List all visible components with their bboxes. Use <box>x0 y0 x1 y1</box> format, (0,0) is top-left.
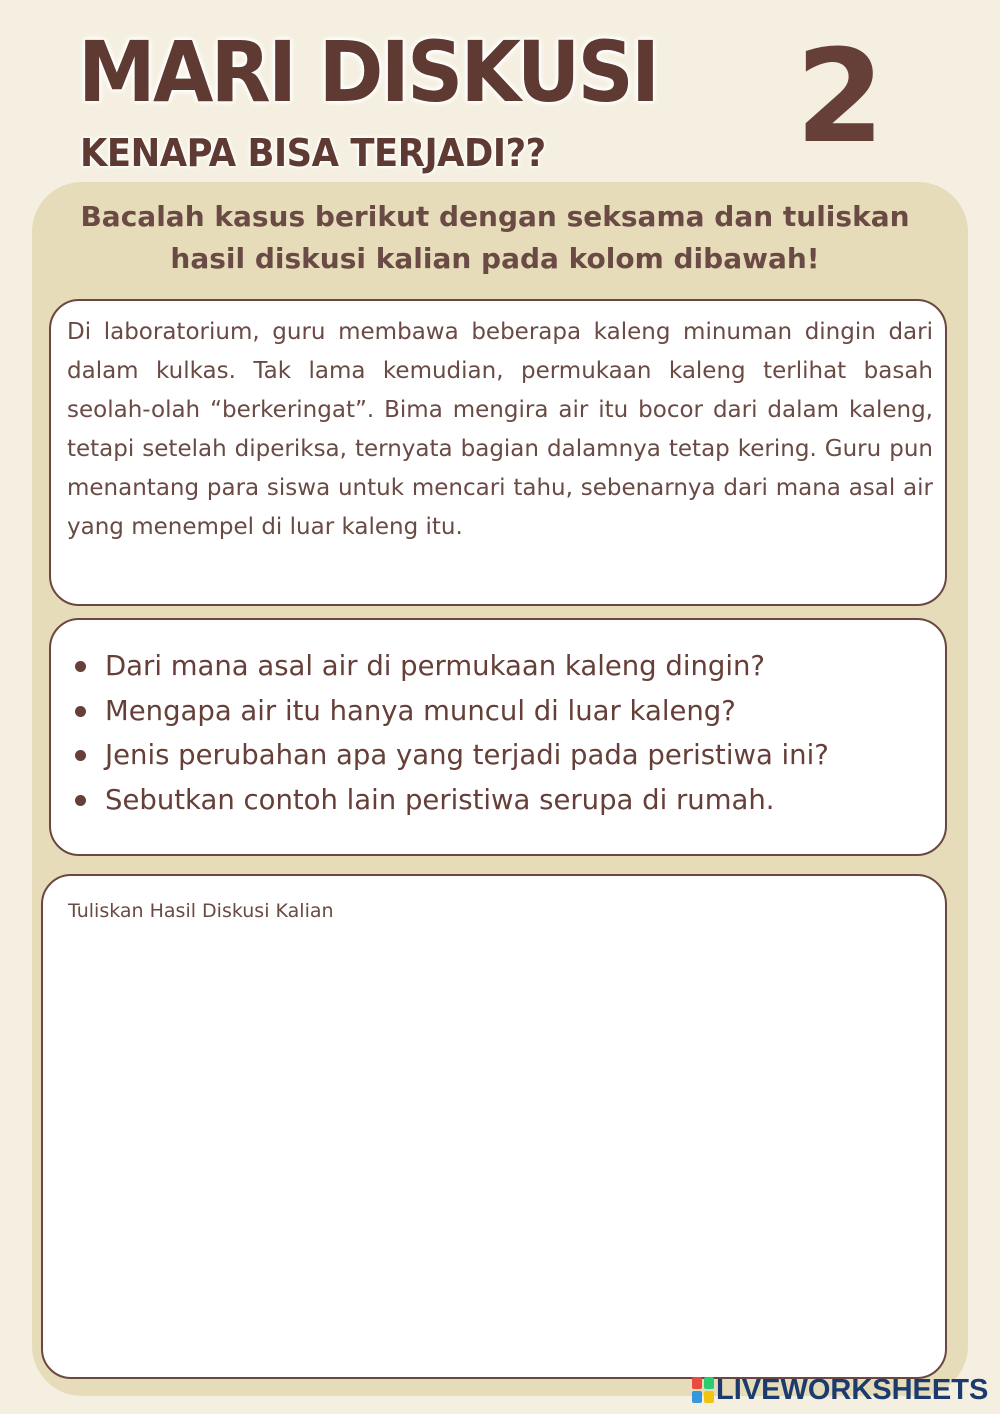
question-item <box>75 644 935 689</box>
answer-input[interactable] <box>63 934 925 1357</box>
page-title: MARI DISKUSI <box>78 23 658 121</box>
question-text: Dari mana asal air di permukaan kaleng dingin? <box>105 650 766 682</box>
answer-box[interactable] <box>41 874 947 1379</box>
instruction-text: Bacalah kasus berikut dengan seksama dan tuliskan hasil diskusi kalian pada kolom dibawah! <box>80 200 910 275</box>
logo-tile <box>704 1377 714 1389</box>
question-list <box>75 644 935 822</box>
question-text: Mengapa air itu hanya muncul di luar kaleng? <box>105 694 736 727</box>
question-item <box>75 689 935 734</box>
questions-card <box>49 618 947 856</box>
logo-tile <box>692 1377 702 1389</box>
question-text: Jenis perubahan apa yang terjadi pada peristiwa ini? <box>105 739 829 771</box>
page-subtitle: KENAPA BISA TERJADI?? <box>80 131 546 175</box>
brand-name: LIVEWORKSHEETS <box>716 1373 989 1406</box>
brand-watermark <box>692 1372 988 1408</box>
question-item <box>75 733 935 778</box>
bullet-icon <box>75 795 86 806</box>
bullet-icon <box>75 661 86 672</box>
question-item <box>75 778 935 823</box>
bullet-icon <box>75 706 86 717</box>
bullet-icon <box>75 750 86 761</box>
case-text: Di laboratorium, guru membawa beberapa kaleng minuman dingin dari dalam kulkas. Tak lama kemudian, permukaan kaleng terlihat basah seolah-olah “berkeringat”. Bima mengira air itu bocor dari dalam kaleng, tetapi setelah diperiksa, ternyata bagian dalamnya tetap kering. Guru pun menantang para siswa untuk mencari tahu, sebenarnya dari mana asal air yang menempel di luar kaleng itu. <box>67 319 933 540</box>
question-text: Sebutkan contoh lain peristiwa serupa di rumah. <box>105 783 775 816</box>
liveworksheets-logo-icon <box>692 1377 714 1403</box>
worksheet-number: 2 <box>795 23 885 172</box>
logo-tile <box>704 1391 714 1403</box>
answer-label: Tuliskan Hasil Diskusi Kalian <box>68 900 334 922</box>
logo-tile <box>692 1391 702 1403</box>
case-card <box>49 299 947 606</box>
